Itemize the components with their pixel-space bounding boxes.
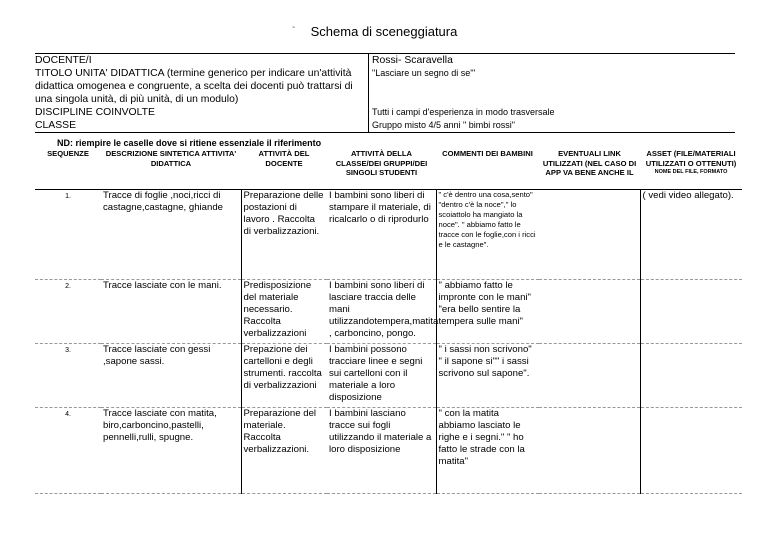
header-attivita-docente: ATTIVITÀ DEL DOCENTE — [241, 149, 327, 189]
row-asset — [640, 407, 742, 493]
row-descrizione: Tracce lasciate con le mani. — [101, 279, 241, 343]
screenplay-table — [35, 149, 742, 494]
info-row-titolo — [35, 67, 735, 106]
titolo-value: "Lasciare un segno di se'" — [368, 67, 735, 106]
header-descrizione: DESCRIZIONE SINTETICA ATTIVITA' DIDATTICA — [101, 149, 241, 189]
row-number: 4. — [35, 407, 101, 493]
row-number: 1. — [35, 189, 101, 279]
row-docente: Prepazione dei cartelloni e degli strumenti. raccolta di verbalizzazioni — [241, 343, 327, 407]
row-link — [539, 407, 640, 493]
row-descrizione: Tracce lasciate con matita, biro,carboncino,pastelli, pennelli,rulli, spugne. — [101, 407, 241, 493]
row-commenti: " con la matita abbiamo lasciato le righe e i segni." " ho fatto le strade con la matita" — [436, 407, 539, 493]
table-row — [35, 407, 742, 493]
row-classe: I bambini possono tracciare linee e segni sui cartelloni con il materiale a loro disposizione — [327, 343, 436, 407]
row-asset — [640, 279, 742, 343]
row-commenti: " i sassi non scrivono" " il sapone si"" i sassi scrivono sul sapone". — [436, 343, 539, 407]
row-number: 3. — [35, 343, 101, 407]
row-docente: Predisposizione del materiale necessario. Raccolta verbalizzazioni — [241, 279, 327, 343]
info-row-docente — [35, 54, 735, 67]
row-link — [539, 279, 640, 343]
header-asset-sub: NOME DEL FILE, FORMATO — [654, 169, 728, 175]
header-commenti: COMMENTI DEI BAMBINI — [436, 149, 539, 189]
classe-label: CLASSE — [35, 120, 77, 131]
table-row — [35, 189, 742, 279]
table-note: ND: riempire le caselle dove si ritiene essenziale il riferimento — [57, 138, 322, 148]
header-mark: - — [292, 22, 296, 33]
classe-value: Gruppo misto 4/5 anni " bimbi rossi" — [368, 119, 735, 132]
row-classe: I bambini sono liberi di lasciare traccia delle mani utilizzandotempera,matita , carboncino, pongo. — [327, 279, 436, 343]
info-row-classe — [35, 119, 735, 132]
docente-label: DOCENTE/I — [35, 55, 92, 66]
header-asset-label: ASSET (FILE/MATERIALI UTILIZZATI O OTTENUTI) — [645, 149, 737, 168]
table-row — [35, 279, 742, 343]
titolo-label: TITOLO UNITA' DIDATTICA (termine generico per indicare un'attività didattica omogenea e congruente, a scelta dei docenti può trattarsi di una singola unità, di più unità, di un modulo) — [35, 68, 353, 105]
row-descrizione: Tracce lasciate con gessi ,sapone sassi. — [101, 343, 241, 407]
row-docente: Preparazione del materiale. Raccolta verbalizzazioni. — [241, 407, 327, 493]
discipline-label: DISCIPLINE COINVOLTE — [35, 107, 155, 118]
row-link — [539, 343, 640, 407]
info-box — [35, 53, 735, 133]
page-title: Schema di sceneggiatura — [310, 24, 458, 39]
table-row — [35, 343, 742, 407]
row-number: 2. — [35, 279, 101, 343]
row-descrizione: Tracce di foglie ,noci,ricci di castagne,castagne, ghiande — [101, 189, 241, 279]
header-asset — [640, 149, 742, 189]
header-sequenze: SEQUENZE — [35, 149, 101, 189]
row-docente: Preparazione delle postazioni di lavoro . Raccolta di verbalizzazioni. — [241, 189, 327, 279]
row-classe: I bambini lasciano tracce sui fogli utilizzando il materiale a loro disposizione — [327, 407, 436, 493]
row-classe: I bambini sono liberi di stampare il materiale, di ricalcarlo o di riprodurlo — [327, 189, 436, 279]
discipline-value: Tutti i campi d'esperienza in modo trasversale — [368, 106, 735, 119]
row-link — [539, 189, 640, 279]
header-attivita-classe: ATTIVITÀ DELLA CLASSE/DEI GRUPPI/DEI SINGOLI STUDENTI — [327, 149, 436, 189]
row-asset — [640, 343, 742, 407]
docente-value: Rossi- Scaravella — [368, 54, 735, 67]
row-asset: ( vedi video allegato). — [640, 189, 742, 279]
row-commenti: " c'è dentro una cosa,sento" "dentro c'è la noce"," lo scoiattolo ha mangiato la noce". " abbiamo fatto le tracce con le foglie,con i ricci e le castagne". — [436, 189, 539, 279]
row-commenti: " abbiamo fatto le impronte con le mani" "era bello sentire la tempera sulle mani" — [436, 279, 539, 343]
info-row-discipline — [35, 106, 735, 119]
header-link: EVENTUALI LINK UTILIZZATI (NEL CASO DI APP VA BENE ANCHE IL — [539, 149, 640, 189]
